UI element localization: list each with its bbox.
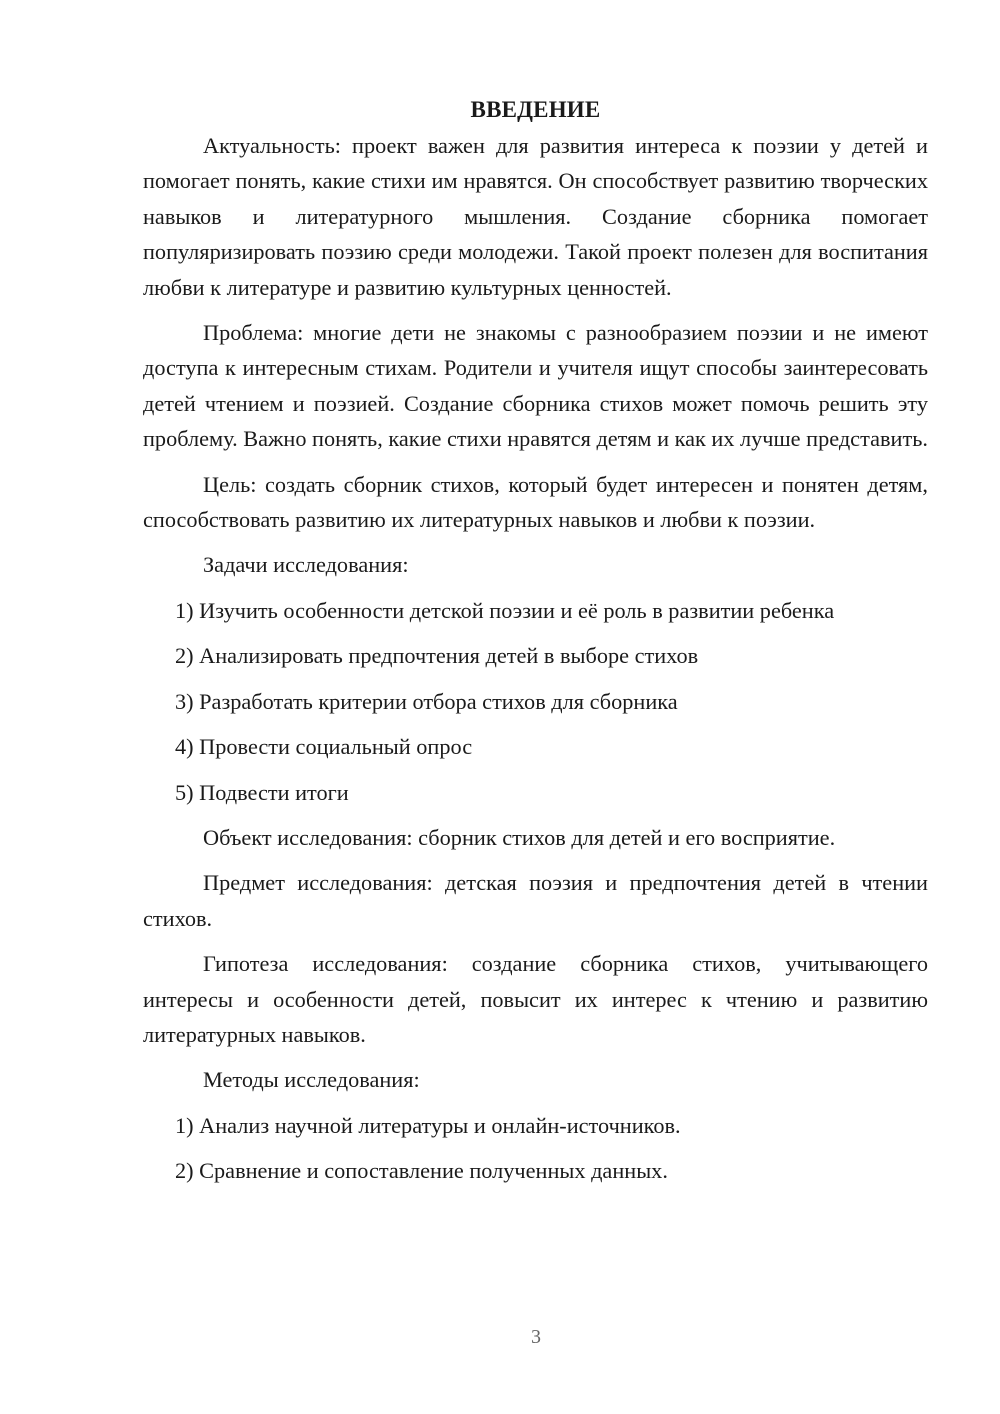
task-item-5: 5) Подвести итоги — [175, 779, 349, 805]
subject-paragraph: Предмет исследования: детская поэзия и предпочтения детей в чтении стихов. — [143, 870, 928, 931]
task-item-3: 3) Разработать критерии отбора стихов для сборника — [175, 688, 678, 714]
task-item-2: 2) Анализировать предпочтения детей в выборе стихов — [175, 643, 699, 669]
hypothesis-paragraph: Гипотеза исследования: создание сборника стихов, учитывающего интересы и особенности детей, повысит их интерес к чтению и развитию литературных навыков. — [143, 951, 928, 1047]
problem-paragraph: Проблема: многие дети не знакомы с разнообразием поэзии и не имеют доступа к интересным стихам. Родители и учителя ищут способы заинтересовать детей чтением и поэзией. Создание сборника стихов может помочь решить эту проблему. Важно понять, какие стихи нравятся детям и как их лучше представить. — [143, 320, 928, 452]
method-item-2: 2) Сравнение и сопоставление полученных данных. — [175, 1158, 668, 1184]
methods-heading: Методы исследования: — [203, 1067, 420, 1093]
section-title: ВВЕДЕНИЕ — [470, 97, 601, 122]
page-number: 3 — [531, 1326, 541, 1348]
goal-paragraph: Цель: создать сборник стихов, который будет интересен и понятен детям, способствовать развитию их литературных навыков и любви к поэзии. — [143, 471, 928, 533]
method-item-1: 1) Анализ научной литературы и онлайн-источников. — [175, 1112, 681, 1138]
task-item-1: 1) Изучить особенности детской поэзии и её роль в развитии ребенка — [175, 597, 835, 623]
object-paragraph: Объект исследования: сборник стихов для детей и его восприятие. — [203, 824, 836, 850]
document-page — [143, 92, 928, 1189]
relevance-paragraph: Актуальность: проект важен для развития интереса к поэзии у детей и помогает понять, какие стихи им нравятся. Он способствует развитию творческих навыков и литературного мышления. Создание сборника помогает популяризировать поэзию среди молодежи. Такой проект полезен для воспитания любви к литературе и развитию культурных ценностей. — [143, 133, 928, 300]
task-item-4: 4) Провести социальный опрос — [175, 734, 473, 760]
tasks-heading: Задачи исследования: — [203, 552, 409, 578]
